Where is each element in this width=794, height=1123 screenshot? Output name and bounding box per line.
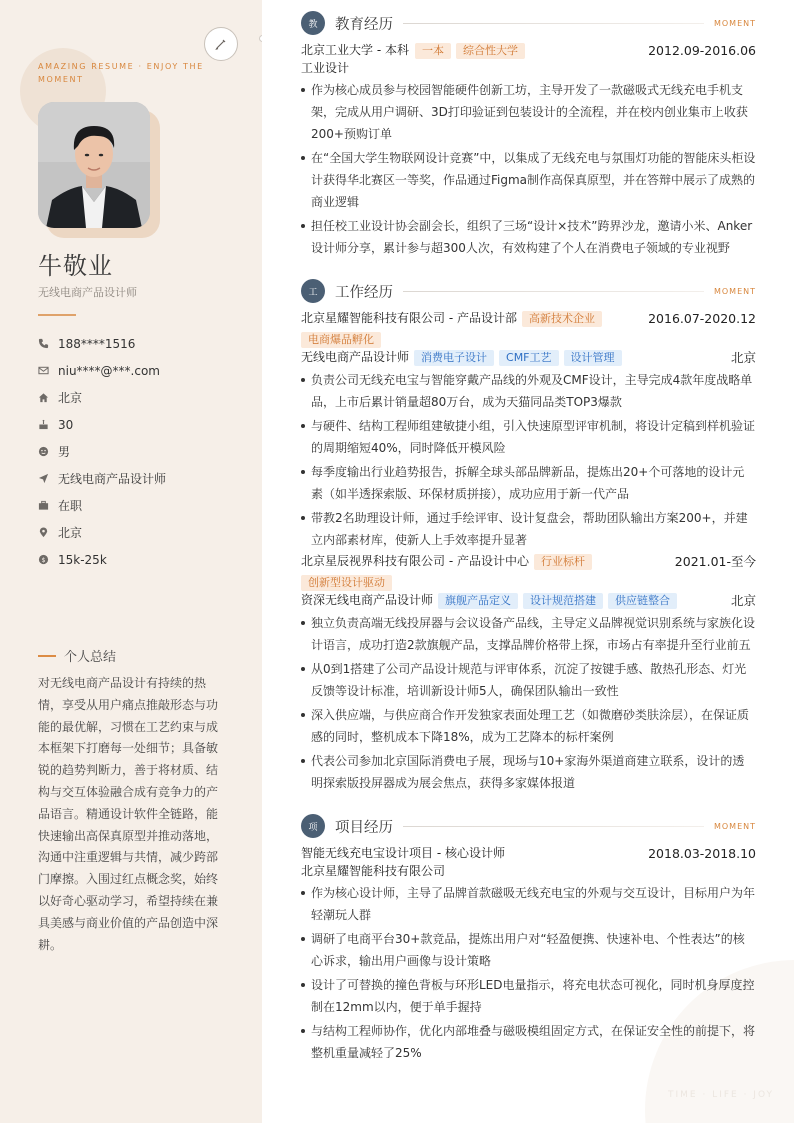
company-tag-row (301, 328, 756, 348)
list-item: 与硬件、结构工程师组建敏捷小组，引入快速原型评审机制，将设计定稿到样机验证的周期缩短40%，同时降低开模风险 (301, 415, 756, 459)
company-tag: 电商爆品孵化 (301, 332, 381, 348)
skill-tag: 供应链整合 (608, 593, 677, 609)
info-row-gender (38, 438, 166, 465)
skill-tag: 旗舰产品定义 (438, 593, 518, 609)
list-item: 作为核心成员参与校园智能硬件创新工坊，主导开发了一款磁吸式无线充电手机支架，完成从用户调研、3D打印验证到包装设计的全流程，并在校内创业集市上收获200+预购订单 (301, 79, 756, 145)
phone-icon (38, 338, 49, 349)
role-name: 无线电商产品设计师 (301, 350, 410, 364)
list-item: 带教2名助理设计师，通过手绘评审、设计复盘会，帮助团队输出方案200+，并建立内部素材库，使新人上手效率提升显著 (301, 507, 756, 551)
section-moment-label: MOMENT (713, 286, 756, 296)
list-item: 调研了电商平台30+款竞品，提炼出用户对“轻盈便携、快速补电、个性表达”的核心诉求，输出用户画像与设计策略 (301, 928, 756, 972)
company-row (301, 309, 756, 328)
list-item: 担任校工业设计协会副会长，组织了三场“设计×技术”跨界沙龙，邀请小米、Anker设计师分享，累计参与超300人次，有效构建了个人在消费电子领域的专业视野 (301, 215, 756, 259)
list-item: 从0到1搭建了公司产品设计规范与评审体系，沉淀了按键手感、散热孔形态、灯光反馈等设计标准，培训新设计师5人，确保团队输出一致性 (301, 658, 756, 702)
list-item: 每季度输出行业趋势报告，拆解全球头部品牌新品，提炼出20+个可落地的设计元素（如半透探索版、环保材质拼接），成功应用于新一代产品 (301, 461, 756, 505)
info-text: 188****1516 (58, 336, 136, 351)
location-icon (38, 527, 49, 538)
skill-tag: 设计管理 (564, 350, 622, 366)
info-row-phone (38, 330, 166, 357)
list-item: 代表公司参加北京国际消费电子展，现场与10+家海外渠道商建立联系，设计的透明探索版投屏器成为展会焦点，获得多家媒体报道 (301, 750, 756, 794)
bullet-list (301, 79, 756, 259)
job-title: 无线电商产品设计师 (38, 286, 137, 299)
sidebar (0, 0, 262, 1123)
section-header (301, 813, 756, 839)
section-badge: 教 (301, 11, 325, 35)
school-tag: 综合性大学 (456, 43, 525, 59)
info-text: 北京 (58, 391, 83, 405)
info-text: 15k-25k (58, 552, 107, 567)
info-text: 男 (58, 445, 71, 459)
section-header (301, 10, 756, 36)
svg-text:$: $ (41, 555, 46, 564)
section-header (301, 278, 756, 304)
skill-tag: 消费电子设计 (414, 350, 494, 366)
home-icon (38, 392, 49, 403)
section-divider (403, 23, 704, 24)
date: 2016.07-2020.12 (648, 311, 756, 326)
section-divider (403, 291, 704, 292)
city: 北京 (730, 350, 756, 365)
project-section (301, 813, 756, 1064)
info-text: 30 (58, 417, 74, 432)
main-content (301, 10, 756, 1064)
corner-watermark: TIME · LIFE · JOY (668, 1090, 775, 1100)
company-tag: 高新技术企业 (522, 311, 602, 327)
role-row (301, 591, 756, 610)
info-row-salary (38, 546, 166, 573)
list-item: 与结构工程师协作，优化内部堆叠与磁吸模组固定方式，在保证安全性的前提下，将整机重量减轻了25% (301, 1020, 756, 1064)
portrait-image (38, 102, 150, 228)
info-row-email (38, 357, 166, 384)
slogan: AMAZING RESUME · ENJOY THE MOMENT (38, 62, 204, 84)
salary-icon (38, 554, 49, 565)
person-name: 牛敬业 (38, 252, 113, 280)
company-name: 北京星辰视界科技有限公司 - 产品设计中心 (301, 554, 529, 568)
bullet-list (301, 882, 756, 1064)
skill-tag: 设计规范搭建 (523, 593, 603, 609)
company-name: 北京星耀智能科技有限公司 - 产品设计部 (301, 311, 517, 325)
role-name: 资深无线电商产品设计师 (301, 593, 434, 607)
info-row-location (38, 519, 166, 546)
date: 2018.03-2018.10 (648, 846, 756, 861)
date: 2012.09-2016.06 (648, 43, 756, 58)
gender-icon (38, 446, 49, 457)
company-tag: 创新型设计驱动 (301, 575, 392, 591)
bullet-list (301, 612, 756, 794)
school-name: 北京工业大学 - 本科 (301, 43, 409, 57)
decorative-dot (259, 35, 262, 42)
briefcase-icon (38, 500, 49, 511)
list-item: 独立负责高端无线投屏器与会议设备产品线，主导定义品牌视觉识别系统与家族化设计语言，成功打造2款旗舰产品，支撑品牌价格带上探，市场占有率提升至行业前五 (301, 612, 756, 656)
role-row (301, 348, 756, 367)
list-item: 深入供应端，与供应商合作开发独家表面处理工艺（如微磨砂类肤涂层），在保证质感的同时，整机成本下降18%，成为工艺降本的标杆案例 (301, 704, 756, 748)
info-text: 在职 (58, 499, 83, 513)
project-name: 智能无线充电宝设计项目 - 核心设计师 (301, 846, 505, 860)
section-title: 教育经历 (335, 16, 393, 33)
section-badge: 项 (301, 814, 325, 838)
section-title: 工作经历 (335, 284, 393, 301)
contact-info-list (38, 330, 166, 573)
list-item: 作为核心设计师，主导了品牌首款磁吸无线充电宝的外观与交互设计，目标用户为年轻潮玩人群 (301, 882, 756, 926)
project-row (301, 844, 756, 863)
pen-icon (204, 27, 238, 61)
list-item: 设计了可替换的撞色背板与环形LED电量指示，将充电状态可视化，同时机身厚度控制在12mm以内，便于单手握持 (301, 974, 756, 1018)
school-row (301, 41, 756, 60)
section-moment-label: MOMENT (713, 18, 756, 28)
info-text: 北京 (58, 526, 83, 540)
section-badge: 工 (301, 279, 325, 303)
list-item: 负责公司无线充电宝与智能穿戴产品线的外观及CMF设计，主导完成4款年度战略单品，上市后累计销量超80万台，成为天猫同品类TOP3爆款 (301, 369, 756, 413)
summary-title: 个人总结 (64, 650, 117, 665)
city: 北京 (730, 593, 756, 608)
info-text: niu****@***.com (58, 363, 160, 378)
project-company: 北京星耀智能科技有限公司 (301, 864, 446, 878)
avatar (38, 102, 150, 228)
company-row (301, 552, 756, 571)
bullet-list (301, 369, 756, 551)
summary-heading (38, 646, 116, 665)
heading-dash (38, 655, 56, 657)
summary-text: 对无线电商产品设计有持续的热情，享受从用户痛点推敲形态与功能的最优解，习惯在工艺约束与成本框架下打磨每一处细节；具备敏锐的趋势判断力，善于将材质、结构与交互体验融合成有竞争力的产品语言。精通设计软件全链路，能快速输出高保真原型并推动落地，沟通中注重逻辑与共情，减少跨部门摩擦。入围过红点概念奖，始终以好奇心驱动学习，希望持续在兼具美感与商业价值的产品创造中深耕。 (38, 676, 219, 952)
company-tag: 行业标杆 (534, 554, 592, 570)
cake-icon (38, 419, 49, 430)
list-item: 在“全国大学生物联网设计竞赛”中，以集成了无线充电与氛围灯功能的智能床头柜设计获得华北赛区一等奖，作品通过Figma制作高保真原型，并在答辩中展示了成熟的商业逻辑 (301, 147, 756, 213)
date: 2021.01-至今 (674, 554, 756, 569)
info-row-age (38, 411, 166, 438)
info-text: 无线电商产品设计师 (58, 472, 167, 486)
info-row-position (38, 465, 166, 492)
section-moment-label: MOMENT (713, 821, 756, 831)
education-section (301, 10, 756, 259)
school-tag: 一本 (415, 43, 451, 59)
send-icon (38, 473, 49, 484)
mail-icon (38, 365, 49, 376)
info-row-home (38, 384, 166, 411)
divider (38, 314, 76, 316)
company-tag-row (301, 571, 756, 591)
section-divider (403, 826, 704, 827)
skill-tag: CMF工艺 (499, 350, 559, 366)
major: 工业设计 (301, 61, 350, 75)
info-row-status (38, 492, 166, 519)
section-title: 项目经历 (335, 819, 393, 836)
work-section (301, 278, 756, 794)
